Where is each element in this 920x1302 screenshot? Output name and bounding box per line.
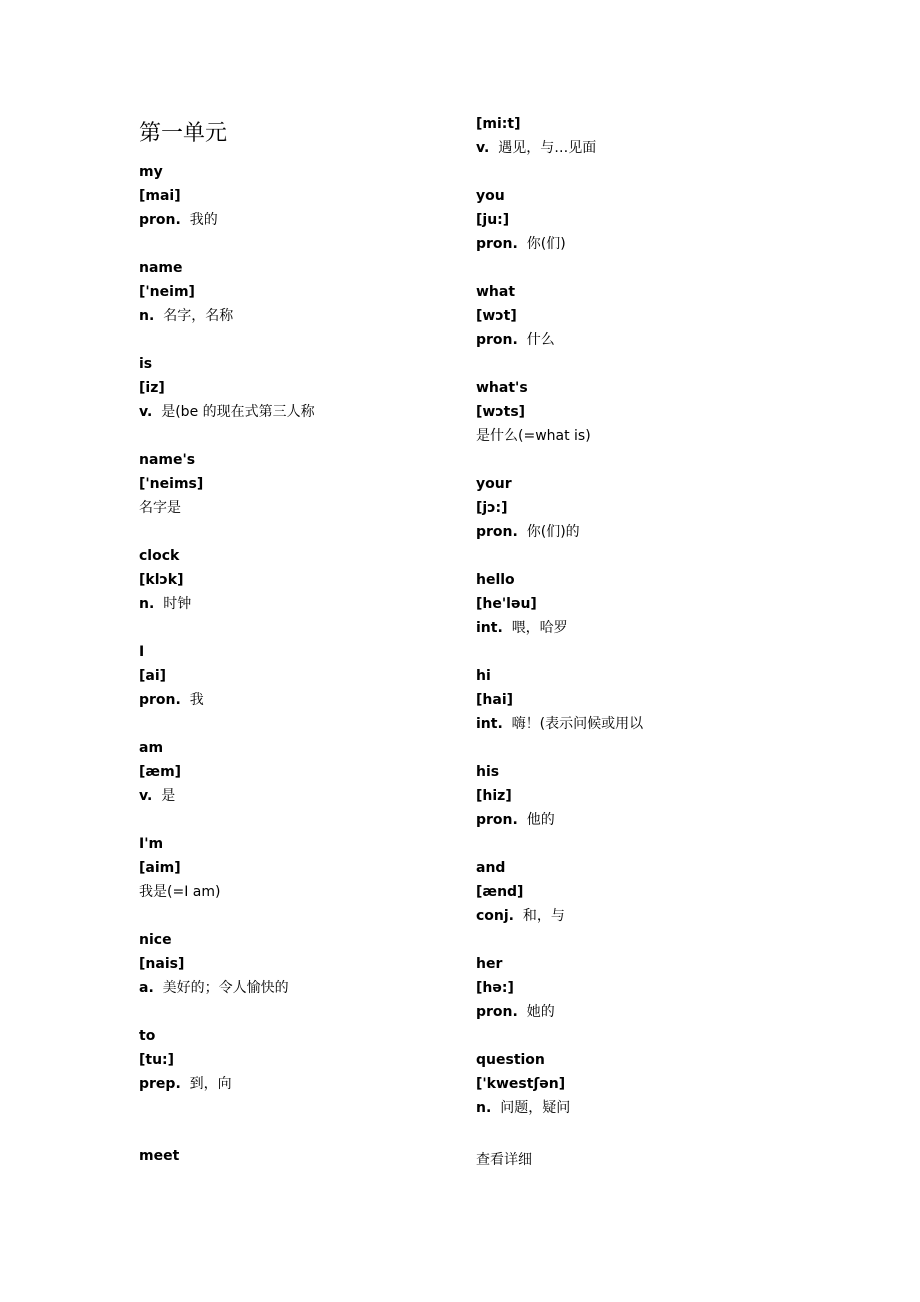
definition-line	[476, 1003, 555, 1021]
definition-line	[476, 235, 566, 253]
definition: 问题，疑问	[500, 1100, 571, 1116]
phonetic: [ju:]	[476, 212, 510, 228]
part-of-speech: n.	[476, 1100, 492, 1116]
vocab-word: to	[139, 1028, 156, 1044]
vocab-word: clock	[139, 548, 180, 564]
definition-line	[139, 307, 233, 325]
phonetic: [hai]	[476, 692, 514, 708]
definition-line	[139, 1075, 232, 1093]
definition: 他的	[526, 812, 555, 828]
part-of-speech: pron.	[476, 524, 518, 540]
definition: 喂，哈罗	[511, 620, 568, 636]
vocab-word: your	[476, 476, 512, 492]
part-of-speech: n.	[139, 308, 155, 324]
phonetic: [nais]	[139, 956, 185, 972]
phonetic: [hiz]	[476, 788, 512, 804]
part-of-speech: int.	[476, 716, 503, 732]
definition: 我是(=I am)	[139, 884, 221, 900]
phonetic: [æm]	[139, 764, 182, 780]
vocab-word: my	[139, 164, 163, 180]
definition: 你(们)的	[526, 524, 580, 540]
phonetic: [klɔk]	[139, 572, 184, 588]
part-of-speech: prep.	[139, 1076, 181, 1092]
definition: 她的	[526, 1004, 555, 1020]
definition: 遇见，与…见面	[498, 140, 597, 156]
vocab-word: am	[139, 740, 164, 756]
phonetic: ['kwestʃən]	[476, 1076, 566, 1092]
vocab-word: hello	[476, 572, 515, 588]
phonetic: [hə:]	[476, 980, 514, 996]
definition-line	[476, 907, 565, 925]
part-of-speech: pron.	[476, 1004, 518, 1020]
part-of-speech: pron.	[139, 692, 181, 708]
definition: 名字，名称	[163, 308, 234, 324]
part-of-speech: pron.	[476, 332, 518, 348]
definition-line	[476, 427, 591, 445]
part-of-speech: v.	[476, 140, 490, 156]
vocab-word: what	[476, 284, 516, 300]
page-title: 第一单元	[139, 121, 228, 146]
definition: 是什么(=what is)	[476, 428, 591, 444]
definition-line	[476, 331, 555, 349]
definition-line	[139, 979, 289, 997]
definition-line	[139, 595, 191, 613]
definition: 嗨！(表示问候或用以	[511, 716, 644, 732]
definition-line	[139, 499, 181, 517]
vocab-word: question	[476, 1052, 545, 1068]
part-of-speech: a.	[139, 980, 154, 996]
vocab-word: nice	[139, 932, 172, 948]
phonetic: ['neims]	[139, 476, 204, 492]
definition-line	[476, 811, 555, 829]
definition: 时钟	[163, 596, 192, 612]
definition: 是(be 的现在式第三人称	[161, 404, 315, 420]
view-details-link[interactable]: 查看详细	[476, 1152, 532, 1168]
definition-line	[139, 403, 315, 421]
definition: 美好的；令人愉快的	[162, 980, 289, 996]
vocab-word: name	[139, 260, 183, 276]
part-of-speech: int.	[476, 620, 503, 636]
phonetic: [wɔt]	[476, 308, 517, 324]
definition-line	[476, 139, 596, 157]
vocab-word: what's	[476, 380, 528, 396]
phonetic: [aim]	[139, 860, 181, 876]
phonetic: [wɔts]	[476, 404, 526, 420]
definition-line	[476, 619, 568, 637]
phonetic: [ænd]	[476, 884, 524, 900]
part-of-speech: pron.	[476, 812, 518, 828]
vocab-word: meet	[139, 1148, 180, 1164]
vocab-word: his	[476, 764, 500, 780]
definition: 你(们)	[526, 236, 566, 252]
phonetic: [mai]	[139, 188, 181, 204]
part-of-speech: conj.	[476, 908, 515, 924]
definition: 我的	[189, 212, 218, 228]
phonetic: [iz]	[139, 380, 165, 396]
part-of-speech: pron.	[139, 212, 181, 228]
vocab-word: and	[476, 860, 506, 876]
definition: 是	[161, 788, 176, 804]
vocab-word: I	[139, 644, 145, 660]
definition: 和，与	[522, 908, 565, 924]
part-of-speech: n.	[139, 596, 155, 612]
vocab-word: name's	[139, 452, 196, 468]
phonetic: [mi:t]	[476, 116, 521, 132]
definition-line	[139, 211, 218, 229]
vocab-word: you	[476, 188, 505, 204]
phonetic: [tu:]	[139, 1052, 175, 1068]
vocab-word: hi	[476, 668, 491, 684]
part-of-speech: v.	[139, 788, 153, 804]
phonetic: [jɔ:]	[476, 500, 508, 516]
definition: 什么	[526, 332, 555, 348]
vocab-word: is	[139, 356, 153, 372]
definition-line	[476, 715, 643, 733]
definition: 到，向	[189, 1076, 232, 1092]
vocab-word: I'm	[139, 836, 164, 852]
definition-line	[139, 883, 220, 901]
definition: 名字是	[139, 500, 181, 516]
definition: 我	[189, 692, 204, 708]
vocab-word: her	[476, 956, 503, 972]
part-of-speech: v.	[139, 404, 153, 420]
phonetic: [ai]	[139, 668, 167, 684]
part-of-speech: pron.	[476, 236, 518, 252]
definition-line	[139, 691, 204, 709]
definition-line	[476, 523, 580, 541]
definition-line	[476, 1099, 570, 1117]
phonetic: [he'ləu]	[476, 596, 537, 612]
definition-line	[139, 787, 175, 805]
phonetic: ['neim]	[139, 284, 195, 300]
